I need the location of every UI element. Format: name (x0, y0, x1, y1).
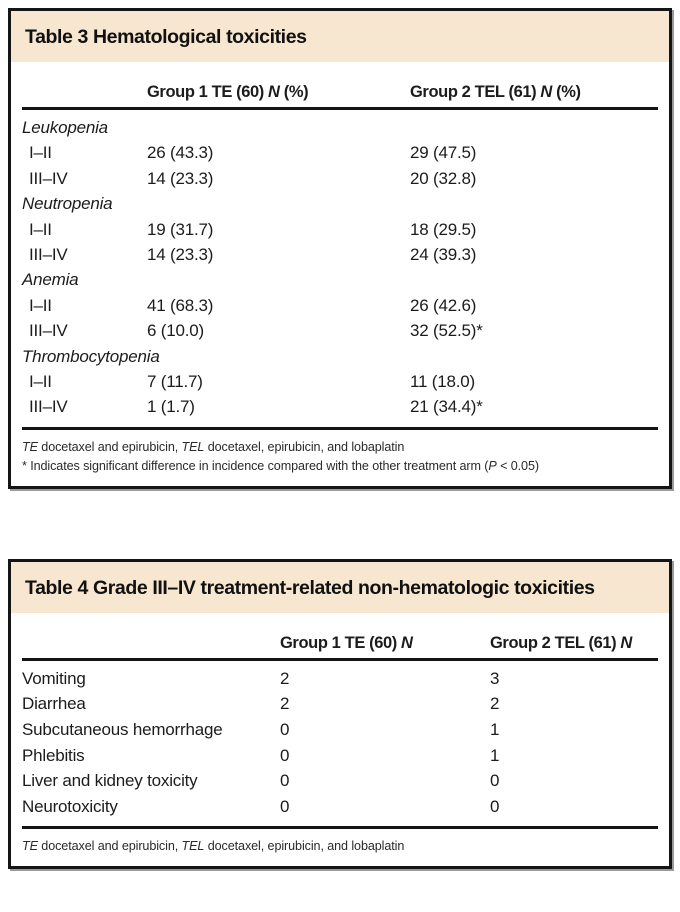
table-3-header-group2 (410, 83, 658, 101)
significance-text: * Indicates significant difference in incidence compared with the other treatment arm ( (22, 458, 489, 473)
row-value-group1 (147, 115, 410, 140)
abbr-tel-definition: docetaxel, epirubicin, and lobaplatin (204, 439, 405, 454)
row-value-group1 (147, 267, 410, 292)
abbr-tel: TEL (181, 439, 205, 454)
row-value-group2: 32 (52.5)* (410, 321, 483, 341)
row-anemia-iii-iv (22, 318, 658, 343)
row-thrombocytopenia-iii-iv (22, 394, 658, 419)
row-value-group1: 41 (68.3) (147, 295, 214, 315)
table-4-column-headers (22, 613, 658, 661)
row-anemia (22, 267, 658, 292)
abbr-tel-definition: docetaxel, epirubicin, and lobaplatin (204, 839, 405, 854)
footnote-abbreviations (22, 438, 658, 457)
row-value-group2: 0 (490, 796, 500, 816)
abbr-te-definition: docetaxel and epirubicin, (37, 439, 182, 454)
table-4-header-group2 (490, 634, 658, 652)
table-3-hematological-toxicities (8, 8, 672, 489)
row-value-group2: 11 (18.0) (410, 372, 475, 392)
table-3-header-group1 (147, 83, 410, 101)
row-vomiting (22, 666, 658, 692)
row-label: Liver and kidney toxicity (22, 771, 198, 791)
group1-pct: (%) (283, 83, 309, 101)
table-4-title-band (11, 562, 669, 613)
row-value-group1: 26 (43.3) (147, 143, 214, 163)
row-value-group2 (410, 191, 658, 216)
row-value-group1: 6 (10.0) (147, 321, 204, 341)
table-3-content (11, 62, 669, 486)
row-value-group2: 24 (39.3) (410, 245, 477, 265)
row-value-group1: 0 (280, 720, 290, 740)
row-value-group1: 1 (1.7) (147, 397, 195, 417)
abbr-te: TE (22, 839, 38, 854)
group2-n: N (540, 83, 552, 101)
row-value-group2: 21 (34.4)* (410, 397, 483, 417)
table-3-footnotes (22, 427, 658, 486)
row-value-group1: 19 (31.7) (147, 219, 214, 239)
row-value-group2: 20 (32.8) (410, 168, 477, 188)
group1-n: N (268, 83, 280, 101)
footnote-abbreviations (22, 837, 658, 856)
row-label: I–II (29, 219, 52, 239)
row-label: Phlebitis (22, 745, 85, 765)
row-label: Neurotoxicity (22, 796, 118, 816)
row-leukopenia-iii-iv (22, 166, 658, 191)
table-4-body (22, 661, 658, 827)
abbr-te: TE (22, 439, 38, 454)
table-3-body (22, 110, 658, 427)
table-3-title-band (11, 11, 669, 62)
row-value-group2: 29 (47.5) (410, 143, 477, 163)
row-value-group1: 2 (280, 694, 290, 714)
row-value-group2: 18 (29.5) (410, 219, 477, 239)
row-label: III–IV (29, 245, 68, 265)
row-leukopenia (22, 115, 658, 140)
row-value-group2: 1 (490, 720, 500, 740)
table-4-title: Table 4 Grade III–IV treatment-related non-hematologic toxicities (25, 576, 595, 599)
row-label: I–II (29, 143, 52, 163)
group2-pct: (%) (556, 83, 581, 101)
significance-p: P (488, 458, 497, 473)
row-value-group1: 0 (280, 796, 290, 816)
group2-n: N (620, 633, 632, 652)
row-value-group2: 2 (490, 694, 500, 714)
table-3-column-headers (22, 62, 658, 110)
row-value-group1: 0 (280, 745, 290, 765)
significance-threshold: < 0.05) (496, 458, 539, 473)
row-diarrhea (22, 691, 658, 717)
row-value-group1: 14 (23.3) (147, 168, 214, 188)
row-neutropenia-i-ii (22, 217, 658, 242)
row-value-group2 (410, 344, 658, 369)
row-value-group1: 14 (23.3) (147, 245, 214, 265)
row-value-group2: 0 (490, 771, 500, 791)
row-value-group1: 0 (280, 771, 290, 791)
group1-label: Group 1 TE (60) (147, 83, 264, 101)
row-anemia-i-ii (22, 293, 658, 318)
row-label: Vomiting (22, 668, 86, 688)
row-label: III–IV (29, 397, 68, 417)
table-3-title: Table 3 Hematological toxicities (25, 26, 307, 48)
row-value-group1 (147, 191, 410, 216)
row-label: III–IV (29, 321, 68, 341)
group2-label: Group 2 TEL (61) (490, 633, 617, 652)
table-4-footnotes (22, 826, 658, 866)
footnote-significance (22, 457, 658, 476)
row-value-group2: 26 (42.6) (410, 295, 477, 315)
row-value-group2: 3 (490, 668, 500, 688)
row-thrombocytopenia (22, 344, 658, 369)
row-value-group1: 7 (11.7) (147, 372, 203, 392)
table-4-content (11, 613, 669, 867)
row-label: Leukopenia (22, 118, 108, 137)
group1-label: Group 1 TE (60) (280, 633, 397, 652)
table-4-non-hematologic-toxicities (8, 559, 672, 870)
group1-n: N (401, 633, 413, 652)
row-label: III–IV (29, 168, 68, 188)
row-leukopenia-i-ii (22, 140, 658, 165)
row-label: Subcutaneous hemorrhage (22, 720, 223, 740)
row-label: Anemia (22, 270, 79, 290)
row-label: Diarrhea (22, 694, 86, 714)
row-liver-kidney-toxicity (22, 768, 658, 794)
row-phlebitis (22, 743, 658, 769)
row-value-group1: 2 (280, 668, 290, 688)
row-thrombocytopenia-i-ii (22, 369, 658, 394)
abbr-te-definition: docetaxel and epirubicin, (37, 839, 182, 854)
row-value-group2 (410, 115, 658, 140)
row-neurotoxicity (22, 794, 658, 820)
row-value-group1 (147, 344, 410, 369)
row-subcutaneous-hemorrhage (22, 717, 658, 743)
row-neutropenia-iii-iv (22, 242, 658, 267)
row-label: Neutropenia (22, 194, 113, 214)
row-value-group2 (410, 267, 658, 292)
table-4-header-group1 (280, 634, 490, 652)
row-value-group2: 1 (490, 745, 500, 765)
row-label: I–II (29, 372, 52, 392)
row-label: Thrombocytopenia (22, 346, 160, 366)
row-neutropenia (22, 191, 658, 216)
group2-label: Group 2 TEL (61) (410, 83, 537, 101)
abbr-tel: TEL (181, 839, 205, 854)
row-label: I–II (29, 295, 52, 315)
